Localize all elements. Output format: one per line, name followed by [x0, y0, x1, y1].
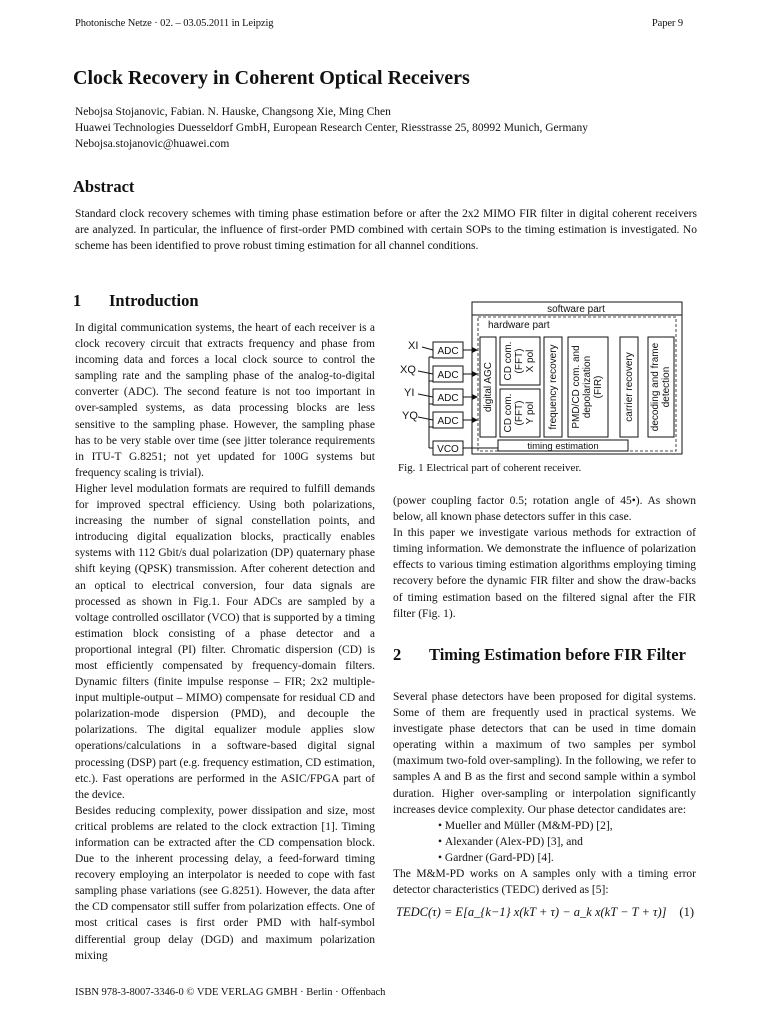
abstract-heading: Abstract [73, 177, 135, 196]
email-link[interactable]: Nebojsa.stojanovic@huawei.com [75, 138, 230, 150]
intro-paragraph-1: In digital communication systems, the heart of each receiver is a clock recovery circuit that extracts frequency and phase from incoming data and forces a local clock source to control the sampling rate and the sampling phase of the analog-to-digital converter (ADC). The second feature is not too important in over-sampled systems, as data processing blocks are less sensitive to the sampling phase. However, the sampling phase has to be very stable over time (see jitter tolerance requirements in ITU-T G.8251; not yet updated for 100G systems but frequency scaling is trivial). [75, 322, 375, 479]
figure-1-diagram [398, 297, 698, 459]
adc-label: ADC [437, 393, 459, 404]
adc-label: ADC [437, 370, 459, 381]
list-item: • Alexander (Alex-PD) [3], and [438, 834, 696, 850]
intro-paragraph-3: Besides reducing complexity, power dissipation and size, most critical problems are related to the clock extraction [1]. Timing information can be extracted after the CD compensation block. Due to the inherent processing delay, a feed-forward timing recovery employing an interpolator is needed to cope with fast sampling phase variations (see G.8251). However, the data after the CD compensator still suffer from polarization effects. One of most critical cases is first order PMD with half-symbol differential group delay (DGD) and maximum polarization mixing [75, 804, 375, 962]
cd-x-line-2: (FFT) [514, 348, 525, 374]
cd-y-line-3: Y pol [525, 401, 536, 425]
phase-detector-list [438, 818, 696, 866]
cd-x-line-1: CD com. [503, 341, 514, 381]
decoding-line-2: detection [661, 366, 672, 408]
adc-label: ADC [437, 416, 459, 427]
continued-paragraph: (power coupling factor 0.5; rotation angle of 45•). As shown below, all known phase detectors suffer in this case. [393, 495, 696, 524]
cd-x-line-3: X pol [525, 349, 536, 373]
section-1-title: Introduction [109, 291, 199, 310]
cd-y-line-1: CD com. [503, 393, 514, 433]
input-yq-label: YQ [402, 410, 418, 422]
hardware-part-label: hardware part [488, 320, 550, 331]
timing-estimation-label: timing estimation [527, 441, 599, 452]
software-part-label: software part [547, 304, 605, 315]
section-2-number: 2 [393, 645, 402, 664]
equation-text: TEDC(τ) = E[a_{k−1} x(kT + τ) − a_k x(kT − T + τ)] [396, 905, 667, 919]
section-2-intro: Several phase detectors have been proposed for digital systems. Some of them are frequently used in practical systems. We investigate phase detectors that can be used in time domain operating within a maximum of two samples per symbol (maximum two-fold over-sampling). In the following, we refer to samples A and B as the first and second sample within a symbol duration. Higher over-sampling or interpolation significantly increases device complexity. Our phase detector candidates are: [393, 691, 696, 816]
figure-1-caption: Fig. 1 Electrical part of coherent receiver. [398, 462, 582, 474]
carrier-recovery-label: carrier recovery [624, 352, 635, 422]
affiliation: Huawei Technologies Duesseldorf GmbH, European Research Center, Riesstrasse 25, 80992 Munich, Germany [75, 122, 589, 134]
section-1-heading [73, 291, 199, 311]
list-item: • Gardner (Gard-PD) [4]. [438, 850, 696, 866]
author-list: Nebojsa Stojanovic, Fabian. N. Hauske, Changsong Xie, Ming Chen [75, 106, 391, 118]
pmd-line-2: depolarization [582, 355, 593, 419]
digital-agc-label: digital AGC [483, 361, 494, 413]
running-header-page-label: Paper 9 [651, 18, 683, 29]
decoding-line-1: decoding and frame [650, 342, 661, 432]
section-1-number: 1 [73, 291, 82, 310]
section-2-title: Timing Estimation before FIR Filter [429, 645, 686, 664]
left-column [75, 320, 375, 964]
right-column-top [393, 493, 696, 622]
paper-scope-paragraph: In this paper we investigate various methods for extraction of timing information. We demonstrate the influence of polarization effects to various timing estimation algorithms employing timing recovery before the dynamic FIR filter and show the draw-backs of timing estimation based on the filtered signal after the FIR filter (Fig. 1). [393, 527, 696, 620]
page-footer: ISBN 978-3-8007-3346-0 © VDE VERLAG GMBH · Berlin · Offenbach [75, 987, 386, 998]
paper-title: Clock Recovery in Coherent Optical Receivers [73, 67, 470, 89]
right-column-bottom [393, 689, 696, 898]
pmd-line-1: PMD/CD com. and [571, 345, 582, 429]
input-xq-label: XQ [400, 364, 416, 376]
equation-number: (1) [679, 905, 694, 919]
list-item: • Mueller and Müller (M&M-PD) [2], [438, 818, 696, 834]
section-2-heading [393, 644, 703, 666]
frequency-recovery-label: frequency recovery [548, 344, 559, 430]
running-header-left: Photonische Netze · 02. – 03.05.2011 in Leipzig [75, 18, 274, 29]
intro-paragraph-2: Higher level modulation formats are required to fulfill demands for improved spectral efficiency. Using both polarizations, increasing the number of signal constellation points, and introducing digital equalization blocks, practically enables systems with 112 Gbit/s dual polarization (DP) quaternary phase shift keying (QPSK) transmission. After coherent detection and an optical to electrical conversion, four data signals are processed as shown in Fig.1. Four ADCs are sampled by a voltage controlled oscillator (VCO) that is supported by a timing estimation block consisting of a phase detector and a proportional integral (PI) filter. Chromatic dispersion (CD) is most efficiently compensated by frequency-domain filters. Dynamic filters (finite impulse response – FIR; 2x2 multiple-input multiple-output – MIMO) compensate for residual CD and polarization-mode dispersion (PMD), and decouple the polarizations. The digital equalizer module applies slow operations/calculations in a software-based digital signal processing (DSP) part (e.g. frequency estimation, CD estimation, etc.). Fast operations are performed in the ASIC/FPGA part of the device. [75, 482, 375, 801]
abstract-text: Standard clock recovery schemes with timing phase estimation before or after the 2x2 MIMO FIR filter in digital coherent receivers are analyzed. In particular, the influence of first-order PMD combined with certain SOPs to the timing estimation is investigated. No scheme has been identified to prove robust timing estimation for all channel conditions. [75, 208, 697, 252]
section-2-after-list: The M&M-PD works on A samples only with a timing error detector characteristics (TEDC) derived as [5]: [393, 868, 696, 897]
vco-label: VCO [437, 444, 459, 455]
input-yi-label: YI [404, 387, 415, 399]
adc-label: ADC [437, 346, 459, 357]
pmd-line-3: (FIR) [593, 375, 604, 399]
equation-1 [396, 905, 698, 920]
cd-y-line-2: (FFT) [514, 400, 525, 426]
input-xi-label: XI [408, 340, 419, 352]
